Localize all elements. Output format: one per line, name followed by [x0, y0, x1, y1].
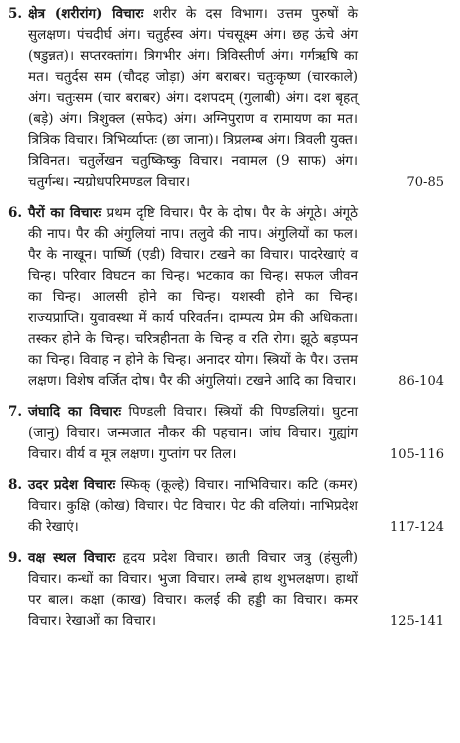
entry-number: 8. — [8, 477, 23, 493]
entry-body — [28, 548, 358, 632]
entry-heading: वक्ष स्थल विचारः — [28, 550, 116, 566]
entry-pages: 86-104 — [398, 374, 444, 389]
entry-text: शरीर के दस विभाग। उत्तम पुरुषों के सुलक्षण। पंचदीर्घ अंग। चतुर्हस्व अंग। पंचसूक्ष्म अंग। छह ऊंचे अंग (षडुन्नत)। सप्तरक्तांग। त्रिगभीर अंग। त्रिविस्तीर्ण अंग। गर्गऋषि का मत। चतुर्दस सम (चौदह जोड़ा) अंग बराबर। चतुःकृष्ण (चारकाले) अंग। चतुःसम (चार बराबर) अंग। दशपदम् (गुलाबी) अंग। दश बृहत् (बड़े) अंग। त्रिशुक्ल (सफेद) अंग। अग्निपुराण व रामायण का मत। त्रित्रिक विचार। त्रिभिर्व्याप्तः (छा जाना)। त्रिप्रलम्ब अंग। त्रिवली युक्त। त्रिविनत। चतुर्लेखन चतुष्किष्कु विचार। नवामल (9 साफ) अंग। चतुर्गन्ध। न्यग्रोधपरिमण्डल विचार। — [28, 6, 359, 190]
entry-text: प्रथम दृष्टि विचार। पैर के दोष। पैर के अंगूठे। अंगूठे की नाप। पैर की अंगुलियां नाप। तलुवे की नाप। अंगुलियों का फल। पैर के नाखून। पार्ष्णि (एडी) विचार। टखने का विचार। पादरेखाएं व चिन्ह। परिवार विघटन का चिन्ह। भटकाव का चिन्ह। सफल जीवन का चिन्ह। आलसी होने का चिन्ह। यशस्वी होने का चिन्ह। राज्यप्राप्ति। युवावस्था में कार्य परिवर्तन। दाम्पत्य प्रेम की अधिकता। तस्कर होने के चिन्ह। चरित्रहीनता के चिन्ह व रति रोग। झूठे बड़प्पन का चिन्ह। विवाह न होने के चिन्ह। अनादर योग। स्त्रियों के पैर। उत्तम लक्षण। विशेष वर्जित दोष। पैर की अंगुलियां। टखने आदि का विचार। — [28, 205, 358, 389]
toc-entry-7 — [0, 402, 460, 465]
entry-pages: 117-124 — [389, 520, 444, 535]
entry-pages: 105-116 — [389, 447, 444, 462]
entry-body — [28, 203, 358, 392]
entry-heading: उदर प्रदेश विचारः — [28, 477, 116, 493]
entry-text: स्फिक् (कूल्हे) विचार। नाभिविचार। कटि (कमर) विचार। कुक्षि (कोख) विचार। पेट विचार। पेट की वलियां। नाभिप्रदेश की रेखाएं। — [28, 477, 359, 535]
toc-entry-8 — [0, 475, 460, 538]
entry-body — [28, 4, 358, 193]
entry-text: पिण्डली विचार। स्त्रियों की पिण्डलियां। घुटना (जानु) विचार। जन्मजात नौकर की पहचान। जांघ विचार। गुह्यांग विचार। वीर्य व मूत्र लक्षण। गुप्तांग पर तिल। — [28, 404, 358, 462]
entry-heading: पैरों का विचारः — [28, 205, 102, 221]
entry-heading: जंघादि का विचारः — [28, 404, 122, 420]
entry-body — [28, 402, 358, 465]
entry-body — [28, 475, 358, 538]
entry-text: हृदय प्रदेश विचार। छाती विचार जत्रु (हंसुली) विचार। कन्धों का विचार। भुजा विचार। लम्बे हाथ शुभलक्षण। हाथों पर बाल। कक्षा (काख) विचार। कलई की हड्डी का विचार। कमर विचार। रेखाओं का विचार। — [28, 550, 358, 629]
toc-entry-5 — [0, 4, 460, 193]
entry-pages: 125-141 — [389, 614, 444, 629]
toc-entry-6 — [0, 203, 460, 392]
entry-number: 5. — [8, 6, 23, 22]
entry-number: 9. — [8, 550, 23, 566]
entry-number: 7. — [8, 404, 23, 420]
entry-pages: 70-85 — [406, 175, 444, 190]
table-of-contents — [0, 4, 460, 632]
entry-heading: क्षेत्र (शरीरांग) विचारः — [28, 6, 144, 22]
entry-number: 6. — [8, 205, 23, 221]
toc-entry-9 — [0, 548, 460, 632]
